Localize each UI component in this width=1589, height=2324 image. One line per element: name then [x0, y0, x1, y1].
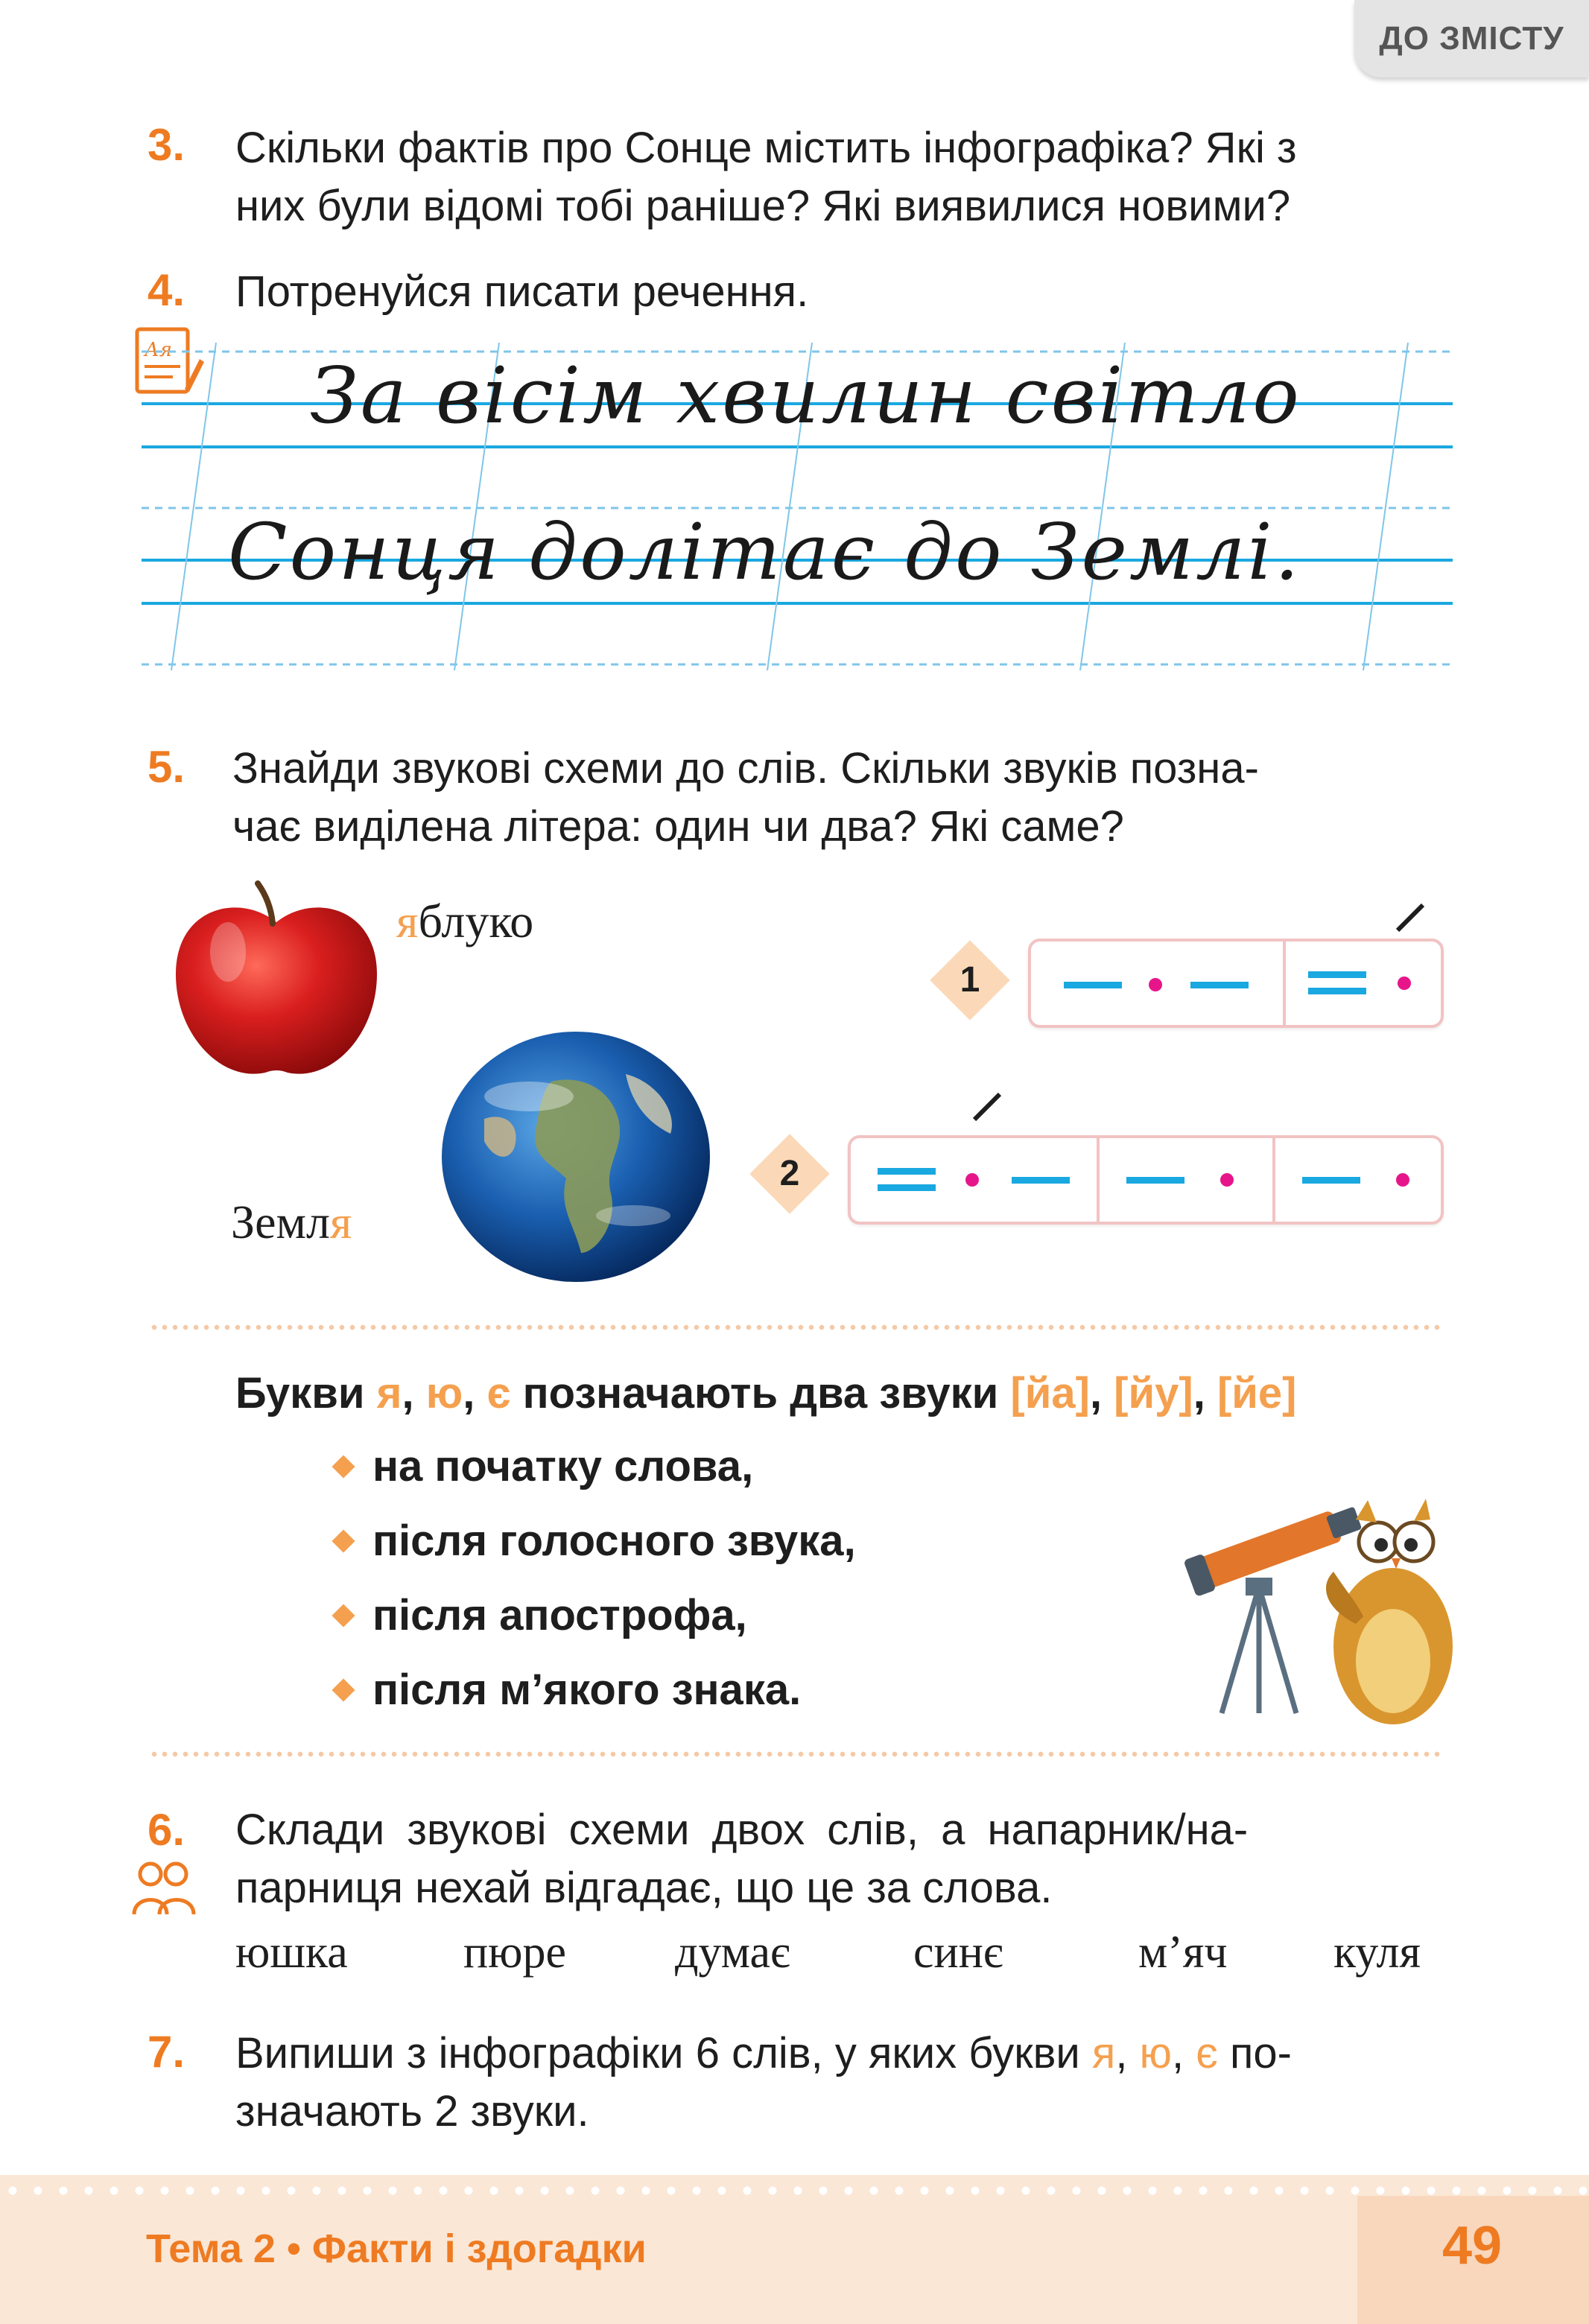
vowel-dot [1149, 978, 1162, 991]
owl-telescope-image [1177, 1490, 1453, 1728]
stress-mark [973, 1093, 1001, 1121]
task-5-number: 5. [148, 742, 185, 792]
rule-item: після голосного звука, [372, 1517, 856, 1565]
handwriting-line-1: За вісім хвилин світло [310, 350, 1301, 441]
consonant-soft-top [1308, 971, 1366, 978]
word-item: пюре [463, 1927, 567, 1978]
stress-mark [1396, 904, 1424, 932]
contents-tab[interactable]: ДО ЗМІСТУ [1354, 0, 1589, 77]
consonant-soft-bottom [1308, 988, 1366, 994]
word-item: куля [1333, 1927, 1421, 1978]
scheme-1-label: 1 [960, 960, 980, 1000]
svg-text:Ая: Ая [145, 339, 172, 361]
consonant-soft-top [878, 1168, 936, 1175]
consonant-hard [1126, 1177, 1184, 1184]
bullet-icon [332, 1604, 355, 1627]
syllable-cell [851, 1138, 1100, 1222]
syllable-cell [1286, 942, 1441, 1025]
task-3-number: 3. [148, 120, 185, 170]
syllable-cell [1100, 1138, 1275, 1222]
rule-item: на початку слова, [372, 1442, 754, 1490]
sound-scheme-1 [1028, 939, 1444, 1028]
task-7-line-1: Випиши з інфографіки 6 слів, у яких букви я, ю, є по- [235, 2029, 1292, 2077]
bullet-icon [332, 1529, 355, 1552]
vowel-dot [1398, 977, 1411, 990]
pair-work-icon [128, 1858, 200, 1922]
bullet-icon [332, 1678, 355, 1701]
apple-image [168, 877, 384, 1086]
divider-top [149, 1322, 1441, 1333]
word-item: думає [675, 1927, 790, 1978]
word-yabluko [396, 894, 533, 949]
divider-bottom [149, 1749, 1441, 1759]
task-6-number: 6. [148, 1805, 185, 1855]
task-6-line-2: парниця нехай відгадає, що це за слова. [235, 1864, 1053, 1912]
rule-item: після апострофа, [372, 1591, 747, 1639]
rule-heading: Букви я, ю, є позначають два звуки [йа], [йу], [йе] [235, 1369, 1297, 1417]
vowel-dot [1220, 1173, 1234, 1187]
handwriting-line-2: Сонця долітає до Землі. [228, 507, 1301, 597]
word-rest: Земл [231, 1196, 330, 1248]
task-4-number: 4. [148, 265, 185, 315]
scheme-2-label: 2 [779, 1154, 800, 1193]
task-3-line-1: Скільки фактів про Сонце містить інфографіка? Які з [235, 124, 1297, 172]
task-5-line-1: Знайди звукові схеми до слів. Скільки звуків позна- [232, 744, 1259, 793]
word-item: м’яч [1138, 1927, 1228, 1978]
bullet-icon [332, 1455, 355, 1478]
consonant-hard [1190, 982, 1249, 988]
syllable-cell [1031, 942, 1286, 1025]
word-zemlya [231, 1195, 352, 1250]
vowel-dot [965, 1173, 979, 1187]
consonant-hard [1012, 1177, 1070, 1184]
task-7-number: 7. [148, 2027, 185, 2077]
task-5-line-2: чає виділена літера: один чи два? Які саме? [232, 802, 1124, 851]
rule-item: після м’якого знака. [372, 1666, 802, 1714]
task-7-line-2: значають 2 звуки. [235, 2087, 589, 2136]
highlighted-letter: я [329, 1196, 352, 1248]
task-6-line-1: Склади звукові схеми двох слів, а напарник/на- [235, 1806, 1249, 1854]
earth-image [440, 1029, 712, 1284]
word-item: синє [913, 1927, 1003, 1978]
highlighted-letter: я [396, 895, 419, 947]
footer-ornament [0, 2181, 1589, 2200]
consonant-hard [1302, 1177, 1360, 1184]
word-rest: блуко [418, 895, 534, 947]
task-4-text: Потренуйся писати речення. [235, 267, 809, 316]
page-number: 49 [1442, 2216, 1503, 2276]
task-3-line-2: них були відомі тобі раніше? Які виявилися новими? [235, 182, 1291, 230]
sound-scheme-2 [848, 1135, 1444, 1225]
consonant-soft-bottom [878, 1184, 936, 1191]
footer-topic: Тема 2 • Факти і здогадки [146, 2226, 647, 2271]
syllable-cell [1275, 1138, 1441, 1222]
consonant-hard [1064, 982, 1122, 988]
vowel-dot [1396, 1173, 1409, 1187]
word-item: юшка [235, 1927, 348, 1978]
